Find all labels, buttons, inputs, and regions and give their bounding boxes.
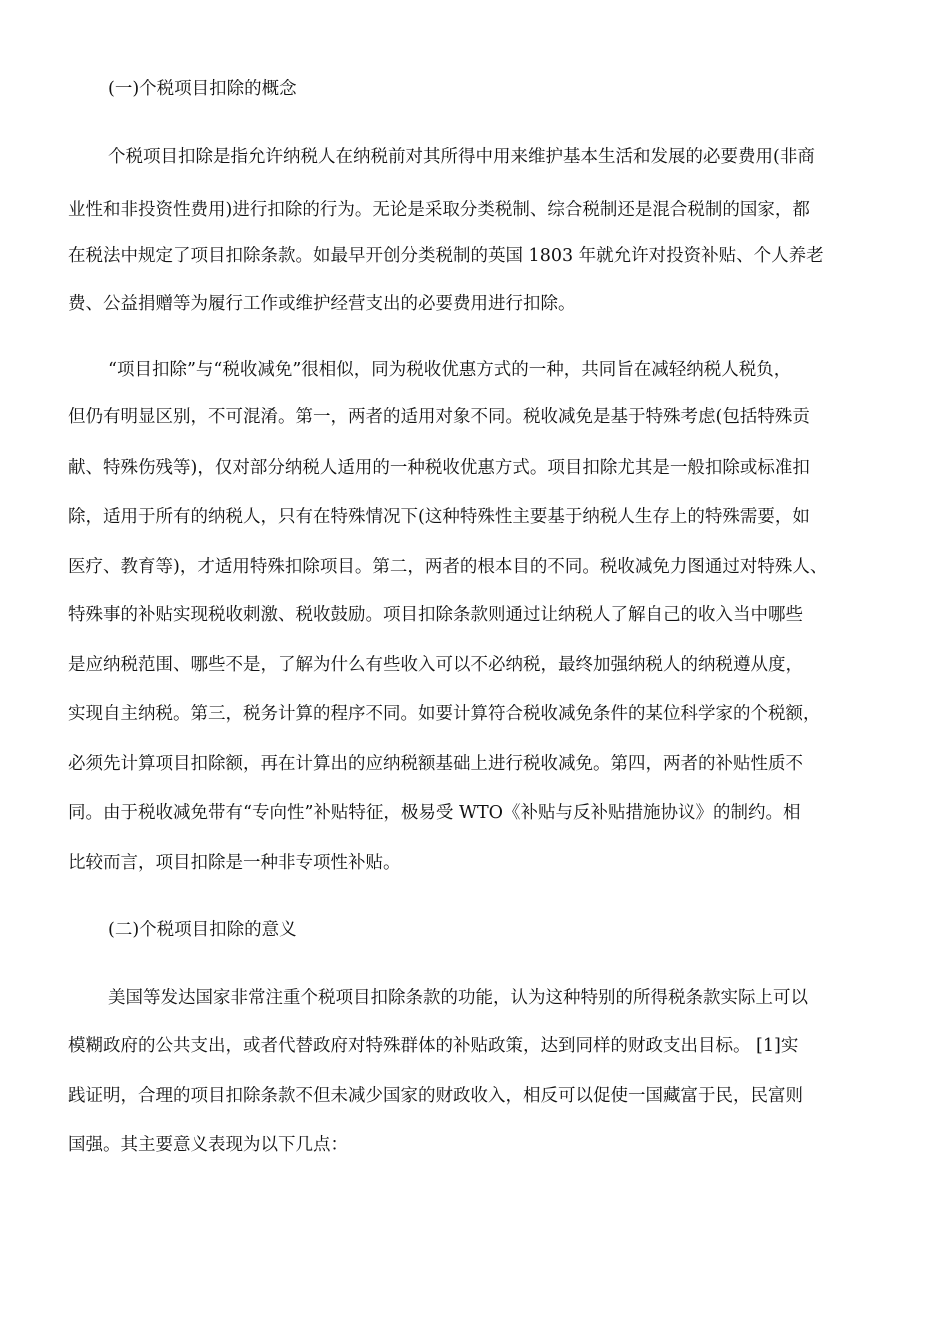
paragraph-line: 医疗、教育等)，才适用特殊扣除项目。第二，两者的根本目的不同。税收减免力图通过对特殊人、 xyxy=(68,557,828,577)
section-1-heading: (一)个税项目扣除的概念 xyxy=(108,79,297,99)
paragraph-line: 个税项目扣除是指允许纳税人在纳税前对其所得中用来维护基本生活和发展的必要费用(非商 xyxy=(108,147,815,167)
paragraph-line: “项目扣除”与“税收减免”很相似，同为税收优惠方式的一种，共同旨在减轻纳税人税负， xyxy=(108,360,792,380)
paragraph-line: 必须先计算项目扣除额，再在计算出的应纳税额基础上进行税收减免。第四，两者的补贴性质不 xyxy=(68,754,803,774)
paragraph-line: 业性和非投资性费用)进行扣除的行为。无论是采取分类税制、综合税制还是混合税制的国家，都 xyxy=(68,200,810,220)
paragraph-line: 国强。其主要意义表现为以下几点： xyxy=(68,1135,348,1155)
paragraph-line: 但仍有明显区别，不可混淆。第一，两者的适用对象不同。税收减免是基于特殊考虑(包括特殊贡 xyxy=(68,407,810,427)
paragraph-line: 是应纳税范围、哪些不是，了解为什么有些收入可以不必纳税，最终加强纳税人的纳税遵从度， xyxy=(68,655,803,675)
paragraph-line: 比较而言，项目扣除是一种非专项性补贴。 xyxy=(68,853,401,873)
paragraph-line: 同。由于税收减免带有“专向性”补贴特征，极易受 WTO《补贴与反补贴措施协议》的制约。相 xyxy=(68,803,801,823)
paragraph-line: 特殊事的补贴实现税收刺激、税收鼓励。项目扣除条款则通过让纳税人了解自己的收入当中哪些 xyxy=(68,605,803,625)
paragraph-line: 在税法中规定了项目扣除条款。如最早开创分类税制的英国 1803 年就允许对投资补贴、个人养老 xyxy=(68,246,824,266)
section-2-heading: (二)个税项目扣除的意义 xyxy=(108,920,297,940)
paragraph-line: 除，适用于所有的纳税人，只有在特殊情况下(这种特殊性主要基于纳税人生存上的特殊需要，如 xyxy=(68,507,810,527)
paragraph-line: 实现自主纳税。第三，税务计算的程序不同。如要计算符合税收减免条件的某位科学家的个税额， xyxy=(68,704,821,724)
paragraph-line: 献、特殊伤残等)，仅对部分纳税人适用的一种税收优惠方式。项目扣除尤其是一般扣除或标准扣 xyxy=(68,458,810,478)
paragraph-line: 践证明，合理的项目扣除条款不但未减少国家的财政收入，相反可以促使一国藏富于民，民富则 xyxy=(68,1086,803,1106)
paragraph-line: 费、公益捐赠等为履行工作或维护经营支出的必要费用进行扣除。 xyxy=(68,294,576,314)
paragraph-line: 美国等发达国家非常注重个税项目扣除条款的功能，认为这种特别的所得税条款实际上可以 xyxy=(108,988,808,1008)
paragraph-line: 模糊政府的公共支出，或者代替政府对特殊群体的补贴政策，达到同样的财政支出目标。 [1]实 xyxy=(68,1036,799,1056)
